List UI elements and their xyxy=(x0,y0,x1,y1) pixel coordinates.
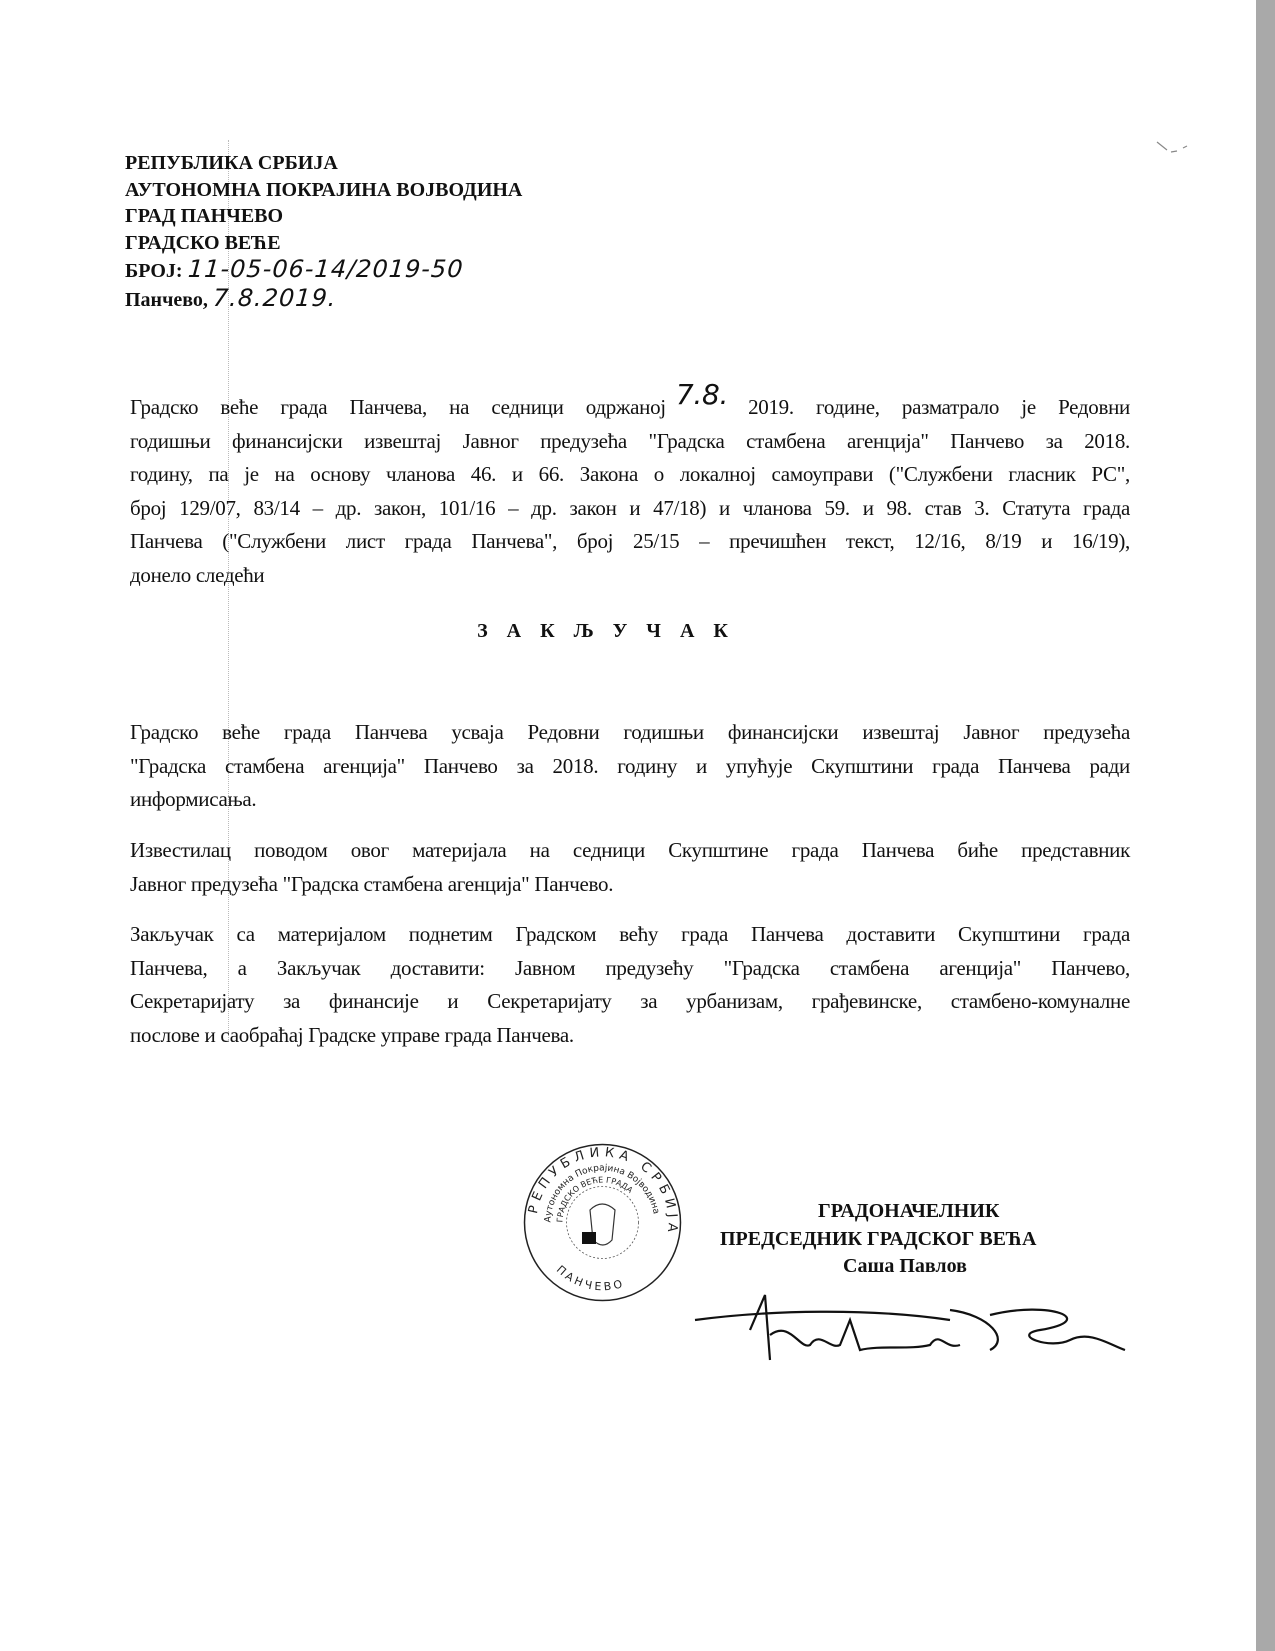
paragraph-line: Закључак са материјалом поднетим Градском већу града Панчева доставити Скупштини града xyxy=(130,922,1130,946)
paragraph-line: Секретаријату за финансије и Секретаријату за урбанизам, грађевинске, стамбено-комуналне xyxy=(130,989,1130,1013)
signatory-name: Саша Павлов xyxy=(843,1255,967,1277)
number-label: БРОЈ: xyxy=(125,260,183,282)
paragraph-line: Известилац поводом овог материјала на седници Скупштине града Панчева биће представник xyxy=(130,838,1130,862)
header-line: РЕПУБЛИКА СРБИЈА xyxy=(125,152,338,174)
handwritten-signature xyxy=(690,1290,1130,1380)
intro-line: годину, па је на основу чланова 46. и 66. Закона о локалној самоуправи ("Службени гласник РС", xyxy=(130,462,1130,486)
place-label: Панчево, xyxy=(125,288,208,311)
paragraph-line: Јавног предузећа "Градска стамбена агенција" Панчево. xyxy=(130,871,614,896)
session-date-handwritten: 7.8. xyxy=(675,378,729,411)
svg-text:Аутономна Покрајина Војводина: Аутономна Покрајина Војводина xyxy=(543,1163,661,1223)
svg-text:ПАНЧЕВО: ПАНЧЕВО xyxy=(553,1262,627,1294)
scan-edge xyxy=(1256,0,1275,1651)
intro-line: број 129/07, 83/14 – др. закон, 101/16 – др. закон и 47/18) и чланова 59. и 98. став 3. Статута града xyxy=(130,495,1130,520)
document-date xyxy=(125,285,522,314)
paragraph-line: Панчева, а Закључак доставити: Јавном предузећу "Градска стамбена агенција" Панчево, xyxy=(130,955,1130,980)
text: 2019. године, разматрало је Редовни xyxy=(748,395,1130,419)
signature-title-president: ПРЕДСЕДНИК ГРАДСКОГ ВЕЋА xyxy=(720,1228,1037,1250)
document-header xyxy=(125,150,522,313)
paragraph-line: информисања. xyxy=(130,787,257,811)
header-line: ГРАД ПАНЧЕВО xyxy=(125,205,284,227)
scan-mark xyxy=(1155,140,1195,160)
conclusion-paragraph-3 xyxy=(130,918,1130,1052)
conclusion-paragraph-1 xyxy=(130,716,1130,817)
paragraph-line: "Градска стамбена агенција" Панчево за 2018. годину и упућује Скупштини града Панчева ради xyxy=(130,753,1130,778)
intro-line: Панчева ("Службени лист града Панчева", број 25/15 – пречишћен текст, 12/16, 8/19 и 16/19), xyxy=(130,529,1130,553)
text: Градско веће града Панчева, на седници одржаној xyxy=(130,395,666,419)
paragraph-line: послове и саобраћај Градске управе града Панчева. xyxy=(130,1022,574,1047)
document-title: З А К Љ У Ч А К xyxy=(477,620,735,642)
intro-paragraph xyxy=(130,378,1130,592)
signature-title-mayor: ГРАДОНАЧЕЛНИК xyxy=(818,1200,1000,1222)
document-number xyxy=(125,256,522,285)
intro-line: годишњи финансијски извештај Јавног предузећа "Градска стамбена агенција" Панчево за 2018. xyxy=(130,428,1130,453)
header-line: АУТОНОМНА ПОКРАЈИНА ВОЈВОДИНА xyxy=(125,178,523,201)
date-handwritten: 7.8.2019. xyxy=(211,283,338,312)
paragraph-line: Градско веће града Панчева усваја Редовни годишњи финансијски извештај Јавног предузећа xyxy=(130,720,1130,744)
header-line: ГРАДСКО ВЕЋЕ xyxy=(125,231,281,254)
intro-line: донело следећи xyxy=(130,562,265,587)
official-stamp xyxy=(520,1140,685,1305)
number-handwritten: 11-05-06-14/2019-50 xyxy=(186,255,465,283)
svg-text:ГРАДСКО ВЕЋЕ ГРАДА: ГРАДСКО ВЕЋЕ ГРАДА xyxy=(555,1175,635,1223)
svg-text:РЕПУБЛИКА СРБИЈА: РЕПУБЛИКА СРБИЈА xyxy=(525,1145,680,1238)
conclusion-paragraph-2 xyxy=(130,834,1130,901)
intro-line xyxy=(130,378,1130,425)
